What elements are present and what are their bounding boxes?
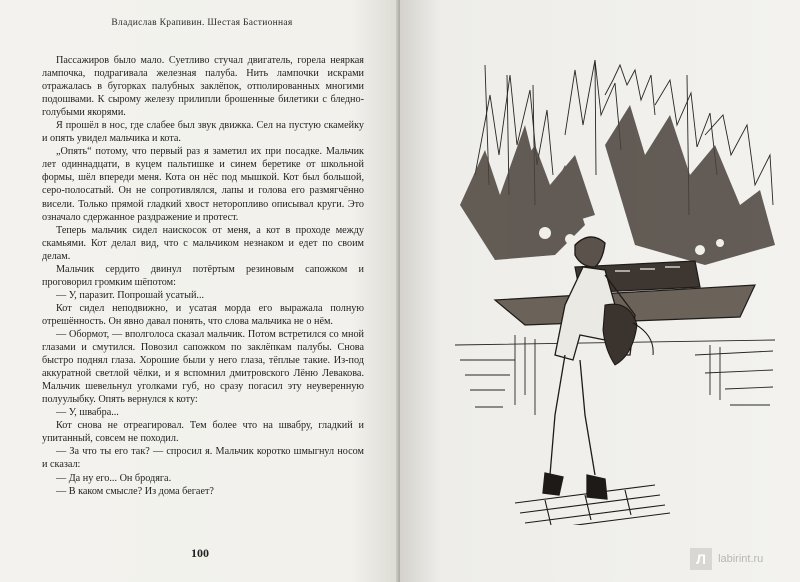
- paragraph: — За что ты его так? — спросил я. Мальчик коротко шмыгнул носом и сказал:: [42, 446, 364, 471]
- paragraph: Пассажиров было мало. Суетливо стучал двигатель, горела неяркая лампочка, подрагивала железная палуба. Нить лампочки искрами отражалась в бугорках палубных заклёпок, отполированных многими подошвами. К сырому железу прилипли брошенные билетики с бледно-голубыми якорями.: [42, 55, 364, 119]
- watermark: [690, 548, 763, 570]
- watermark-text: labirint.ru: [718, 552, 764, 565]
- paragraph: Кот сидел неподвижно, и усатая морда его выражала полную отрешённость. Он явно давал понять, что слова мальчика не о нём.: [42, 302, 364, 327]
- paragraph: — У, паразит. Попрошай усатый...: [56, 289, 205, 301]
- paragraph: — Обормот, — вполголоса сказал мальчик. Потом встретился со мной глазами и смутился. Повозил сапожком по заклёпкам палубы. Снова быстро поднял глаза. Хорошие были у него глаза, тёплые такие. Из-под аккуратной светлой чёлки, и я вспомнил дмитровского Лёню Левакова. Мальчик шевельнул уголками губ, но сразу погасил эту неуверенную полуулыбку. Опять вернулся к коту:: [42, 328, 364, 406]
- paragraph: Я прошёл в нос, где слабее был звук движка. Сел на пустую скамейку и опять увидел мальчика и кота.: [42, 120, 364, 145]
- paragraph: Мальчик сердито двинул потёртым резиновым сапожком и проговорил громким шёпотом:: [42, 263, 364, 288]
- body-text: [42, 54, 364, 498]
- watermark-logo-icon: Л: [690, 548, 712, 570]
- paragraph: „Опять“ потому, что первый раз я заметил их при посадке. Мальчик лет одиннадцати, в куцем пальтишке и синем беретике от школьной формы, шёл впереди меня. Кота он нёс под мышкой. Кот был большой, серо-полосатый. Он не сопротивлялся, лапы и голова его размягчённо висели. Только прямой гладкий хвост неторопливо описывал круги. Это означало сдержанное раздражение и протест.: [42, 146, 364, 223]
- paragraph: — В каком смысле? Из дома бегает?: [56, 485, 214, 497]
- paragraph: Кот снова не отреагировал. Тем более что на швабру, гладкий и упитанный, совсем не походил.: [42, 420, 364, 445]
- paragraph: — У, швабра...: [56, 407, 119, 419]
- page-number: 100: [191, 546, 209, 560]
- running-head: Владислав Крапивин. Шестая Бастионная: [111, 18, 293, 28]
- paragraph: Теперь мальчик сидел наискосок от меня, а кот в проходе между скамьями. Кот делал вид, что с мальчиком незнаком и едет по своим делам.: [42, 224, 364, 262]
- dark-foliage: [460, 105, 775, 265]
- paragraph: — Да ну его... Он бродяга.: [56, 472, 172, 484]
- illustration-boy-with-cat: [455, 55, 780, 525]
